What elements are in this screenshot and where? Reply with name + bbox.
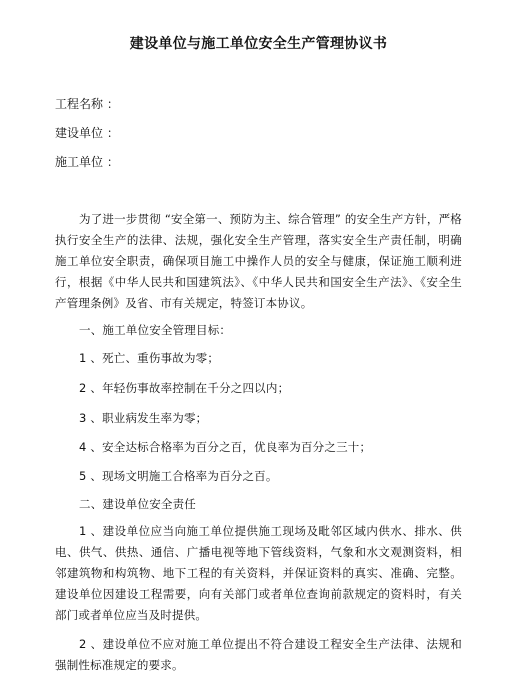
target-item-1: 1 、死亡、重伤事故为零； [79, 351, 220, 365]
target-item-5: 5 、现场文明施工合格率为百分之百。 [79, 469, 278, 483]
section2-clause-2: 2 、建设单位不应对施工单位提出不符合建设工程安全生产法律、法规和强制性标准规定的要求。 [55, 637, 462, 672]
section2-heading: 二、建设单位安全责任 [79, 497, 196, 511]
intro-paragraph: 为了进一步贯彻 “安全第一、预防为主、综合管理” 的安全生产方针，严格执行安全生产的法律、法规，强化安全生产管理，落实安全生产责任制，明确施工单位安全职责，确保项目施工中操作人员的安全与健康，保证施工顺利进行，根据《中华人民共和国建筑法》、《中华人民共和国安全生产法》、《安全生产管理条例》及省、市有关规定，特签订本协议。 [55, 212, 462, 310]
target-item-4: 4 、安全达标合格率为百分之百，优良率为百分之三十； [79, 440, 372, 454]
target-item-2: 2 、年轻伤事故率控制在千分之四以内； [79, 381, 290, 395]
section2-clause-1: 1 、建设单位应当向施工单位提供施工现场及毗邻区域内供水、排水、供电、供气、供热、通信、广播电视等地下管线资料，气象和水文观测资料，相邻建筑物和构筑物、地下工程的有关资料，并保证资料的真实、准确、完整。建设单位因建设工程需要，向有关部门或者单位查询前款规定的资料时，有关部门或者单位应当及时提供。 [55, 524, 462, 622]
builder-field: 建设单位 ： [55, 126, 119, 140]
project-name-field: 工程名称 ： [55, 97, 119, 111]
target-item-3: 3 、职业病发生率为零； [79, 411, 208, 425]
section1-heading: 一、施工单位安全管理目标： [79, 323, 232, 337]
document-title: 建设单位与施工单位安全生产管理协议书 [129, 36, 388, 52]
contractor-field: 施工单位 ： [55, 155, 119, 169]
